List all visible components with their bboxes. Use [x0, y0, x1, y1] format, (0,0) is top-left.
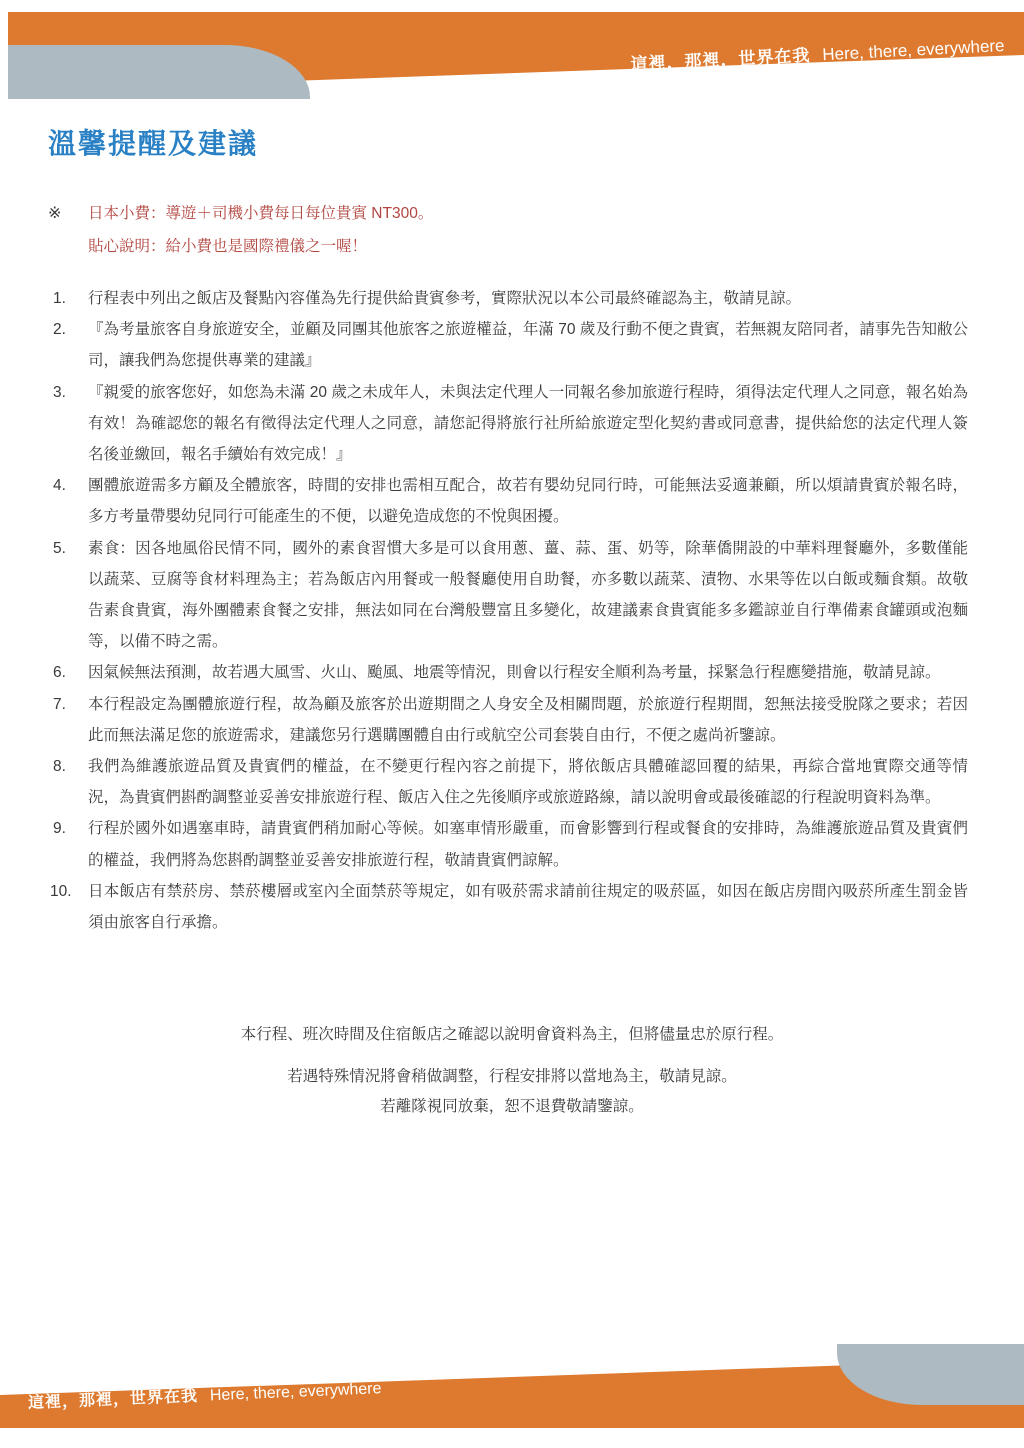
closing-line-2: 若遇特殊情況將會稍做調整，行程安排將以當地為主，敬請見諒。	[287, 1068, 737, 1085]
notice-text: 行程表中列出之飯店及餐點內容僅為先行提供給貴賓參考，實際狀況以本公司最終確認為主，敬請見諒。	[88, 290, 802, 307]
header-banner	[0, 0, 1024, 110]
brand-slogan-en: Here, there, everywhere	[821, 36, 1005, 65]
tip-line-2: 貼心說明：給小費也是國際禮儀之一喔！	[88, 238, 368, 255]
tip-lines	[88, 197, 978, 263]
notice-number: 10.	[50, 882, 72, 900]
notice-number: 5.	[53, 539, 66, 557]
notice-item-5	[50, 533, 968, 658]
notice-text: 『親愛的旅客您好，如您為未滿 20 歲之未成年人，未與法定代理人一同報名參加旅遊行程時，須得法定代理人之同意，報名始為有效！為確認您的報名有徵得法定代理人之同意，請您記得將旅行社所給旅遊定型化契約書或同意書，提供給您的法定代理人簽名後並繳回，報名手續始有效完成！』	[88, 383, 968, 464]
notice-item-2	[50, 314, 968, 376]
notice-item-10	[50, 876, 968, 938]
notice-item-8	[50, 751, 968, 813]
notice-item-9	[50, 813, 968, 875]
notice-item-3	[50, 377, 968, 471]
notice-number: 8.	[53, 758, 66, 776]
notice-number: 2.	[53, 321, 66, 339]
notice-item-1	[50, 283, 968, 314]
notice-text: 我們為維護旅遊品質及貴賓們的權益，在不變更行程內容之前提下，將依飯店具體確認回覆的結果，再綜合當地實際交通等情況，為貴賓們斟酌調整並妥善安排旅遊行程、飯店入住之先後順序或旅遊路線，請以說明會或最後確認的行程說明資料為準。	[88, 758, 968, 807]
notice-text: 團體旅遊需多方顧及全體旅客，時間的安排也需相互配合，故若有嬰幼兒同行時，可能無法妥適兼顧，所以煩請貴賓於報名時，多方考量帶嬰幼兒同行可能產生的不便，以避免造成您的不悅與困擾。	[88, 477, 968, 526]
notice-text: 日本飯店有禁菸房、禁菸樓層或室內全面禁菸等規定，如有吸菸需求請前往規定的吸菸區，如因在飯店房間內吸菸所產生罰金皆須由旅客自行承擔。	[88, 882, 968, 932]
notice-text: 『為考量旅客自身旅遊安全，並顧及同團其他旅客之旅遊權益，年滿 70 歲及行動不便之貴賓，若無親友陪同者，請事先告知敝公司，讓我們為您提供專業的建議』	[88, 321, 968, 370]
tip-line-1: 日本小費：導遊＋司機小費每日每位貴賓 NT300。	[88, 205, 434, 222]
brand-slogan-zh: 這裡，那裡，世界在我	[629, 45, 811, 74]
notice-number: 3.	[53, 383, 66, 401]
closing-notes	[0, 1020, 1024, 1122]
closing-line-3: 若離隊視同放棄，恕不退費敬請鑒諒。	[380, 1098, 644, 1115]
notice-number: 1.	[53, 290, 66, 307]
notice-number: 6.	[53, 664, 66, 682]
notice-number: 9.	[53, 820, 66, 838]
brand-slogan-en: Here, there, everywhere	[209, 1380, 382, 1405]
page-title: 溫馨提醒及建議	[48, 128, 259, 159]
notice-text: 因氣候無法預測，故若遇大風雪、火山、颱風、地震等情況，則會以行程安全順利為考量，採緊急行程應變措施，敬請見諒。	[88, 664, 941, 682]
notice-text: 行程於國外如遇塞車時，請貴賓們稍加耐心等候。如塞車情形嚴重，而會影響到行程或餐食的安排時，為維護旅遊品質及貴賓們的權益，我們將為您斟酌調整並妥善安排旅遊行程，敬請貴賓們諒解。	[88, 820, 968, 869]
notice-item-6	[50, 657, 968, 688]
notice-item-4	[50, 470, 968, 532]
notice-item-7	[50, 689, 968, 751]
notice-text: 本行程設定為團體旅遊行程，故為顧及旅客於出遊期間之人身安全及相關問題，於旅遊行程期間，恕無法接受脫隊之要求；若因此而無法滿足您的旅遊需求，建議您另行選購團體自由行或航空公司套裝自由行，不便之處尚祈鑒諒。	[88, 695, 968, 744]
header-gray-shape	[8, 45, 310, 99]
notice-list	[50, 283, 968, 938]
footer-banner	[0, 1330, 1024, 1448]
notice-text: 素食：因各地風俗民情不同，國外的素食習慣大多是可以食用蔥、薑、蒜、蛋、奶等，除華僑開設的中華料理餐廳外，多數僅能以蔬菜、豆腐等食材料理為主；若為飯店內用餐或一般餐廳使用自助餐，亦多數以蔬菜、漬物、水果等佐以白飯或麵食類。故敬告素食貴賓，海外團體素食餐之安排，無法如同在台灣般豐富且多變化，故建議素食貴賓能多多鑑諒並自行準備素食罐頭或泡麵等，以備不時之需。	[88, 539, 968, 651]
notice-number: 4.	[53, 477, 66, 495]
tip-note	[48, 197, 978, 263]
notice-number: 7.	[53, 695, 66, 713]
brand-slogan-zh: 這裡，那裡，世界在我	[27, 1387, 199, 1412]
closing-line-1: 本行程、班次時間及住宿飯店之確認以說明會資料為主，但將儘量忠於原行程。	[240, 1026, 784, 1043]
tip-marker: ※	[48, 205, 62, 222]
